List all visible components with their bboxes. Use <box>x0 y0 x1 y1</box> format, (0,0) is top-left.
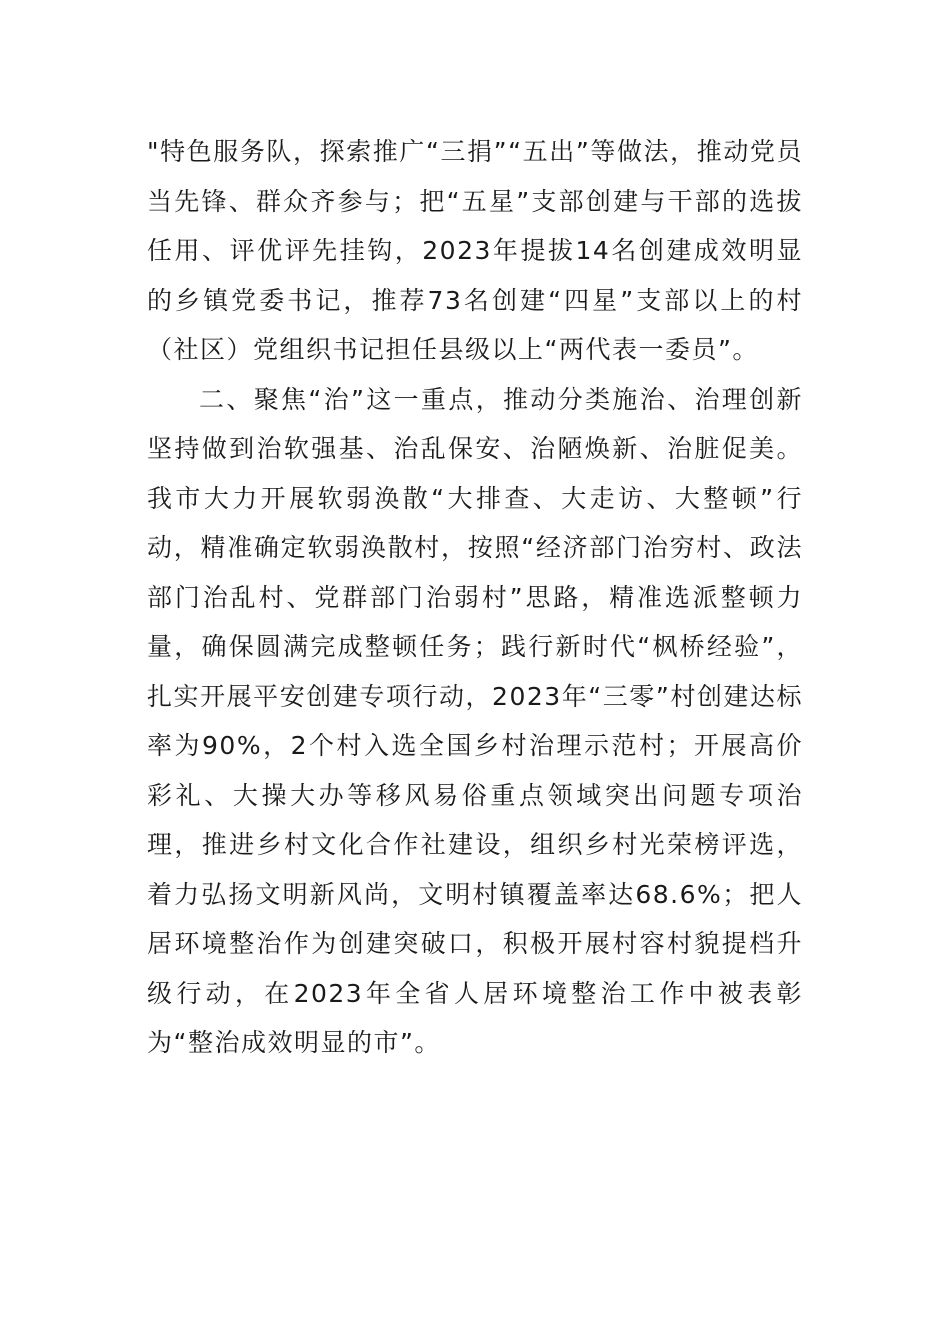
paragraph-continuation: "特色服务队，探索推广“三捐”“五出”等做法，推动党员当先锋、群众齐参与；把“五星”支部创建与干部的选拔任用、评优评先挂钩，2023年提拔14名创建成效明显的乡镇党委书记，推荐73名创建“四星”支部以上的村（社区）党组织书记担任县级以上“两代表一委员”。 <box>147 137 803 364</box>
paragraph-section-two: 二、聚焦“治”这一重点，推动分类施治、治理创新坚持做到治软强基、治乱保安、治陋焕新、治脏促美。我市大力开展软弱涣散“大排查、大走访、大整顿”行动，精准确定软弱涣散村，按照“经济部门治穷村、政法部门治乱村、党群部门治弱村”思路，精准选派整顿力量，确保圆满完成整顿任务；践行新时代“枫桥经验”，扎实开展平安创建专项行动，2023年“三零”村创建达标率为90%，2个村入选全国乡村治理示范村；开展高价彩礼、大操大办等移风易俗重点领域突出问题专项治理，推进乡村文化合作社建设，组织乡村光荣榜评选，着力弘扬文明新风尚，文明村镇覆盖率达68.6%；把人居环境整治作为创建突破口，积极开展村容村貌提档升级行动，在2023年全省人居环境整治工作中被表彰为“整治成效明显的市”。 <box>147 384 803 1057</box>
body-text <box>147 127 803 1068</box>
